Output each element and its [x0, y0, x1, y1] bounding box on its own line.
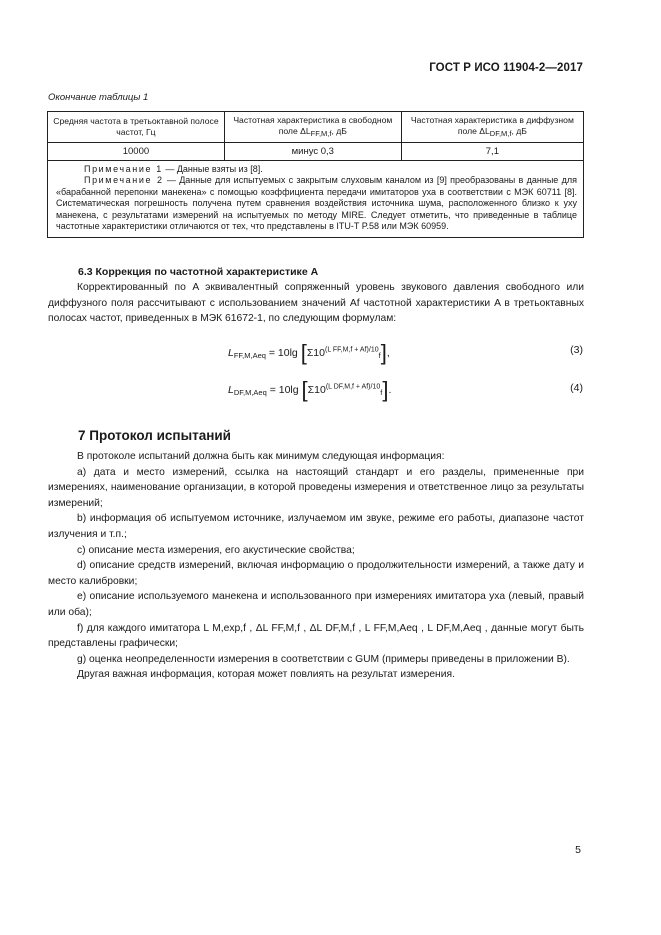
list-item: a) дата и место измерений, ссылка на настоящий стандарт и его разделы, примененные при измерениях, наименование организации, в которой проведены измерения и ответственное лицо за результаты измерений; — [48, 466, 584, 509]
equation-3-number: (3) — [570, 344, 583, 356]
col-header-frequency: Средняя частота в третьоктавной полосе частот, Гц — [48, 112, 225, 143]
table-caption: Окончание таблицы 1 — [48, 92, 149, 103]
list-item: e) описание используемого манекена и использованного при измерениях имитатора уха (левый, правый или оба); — [48, 591, 584, 618]
col-header-diffuse-field: Частотная характеристика в диффузном поле $\Delta L_{DF,M,f}$, дБ — [401, 112, 583, 143]
list-item: b) информация об испытуемом источнике, излучаемом им звуке, режиме его работы, диапазоне частот излучения и т.п.; — [48, 513, 584, 540]
frequency-response-table — [47, 111, 584, 238]
equation-4: $L_{DF,M,Aeq} = 10\lg$ $[\Sigma 10^{(L DF,M,f + Af)/10}_f]$. — [228, 377, 392, 402]
table-notes — [48, 161, 584, 238]
document-header: ГОСТ Р ИСО 11904-2—2017 — [429, 62, 583, 74]
equation-4-number: (4) — [570, 382, 583, 394]
cell-free-field: минус 0,3 — [224, 143, 401, 161]
section-7-intro: В протоколе испытаний должна быть как минимум следующая информация: — [77, 451, 445, 462]
list-item: g) оценка неопределенности измерения в соответствии с GUM (примеры приведены в приложении B). — [77, 653, 570, 665]
table-row — [48, 143, 584, 161]
note-2: Примечание 2 — Данные для испытуемых с закрытым слуховым каналом из [9] преобразованы в данные для «барабанной перепонки манекена» с помощью коэффициента передачи имитаторов уха в соответствии с МЭК 60711 [8]. Систематическая погрешность получена путем сравнения воздействия источника шума, расположенного близко к уху манекена, с результатами измерений на испытуемых по методу MIRE. Следует отметить, что приведенные в таблице частотные характеристики отличаются от тех, что представлены в ITU-T P.58 или МЭК 60959. — [56, 175, 577, 232]
col-header-free-field: Частотная характеристика в свободном поле $\Delta L_{FF,M,f}$, дБ — [224, 112, 401, 143]
section-6-3-paragraph: Корректированный по A эквивалентный сопряженный уровень звукового давления свободного или диффузного поля рассчитывают с использованием значений Af частотной характеристики A в третьоктавных полосах частот, приведенных в МЭК 61672-1, по следующим формулам: — [48, 282, 584, 325]
section-7-title: 7 Протокол испытаний — [78, 428, 231, 443]
cell-diffuse-field: 7,1 — [401, 143, 583, 161]
section-6-3-title: 6.3 Коррекция по частотной характеристике A — [78, 266, 319, 278]
note-1: Примечание 1 — Данные взяты из [8]. — [84, 164, 263, 174]
cell-frequency: 10000 — [48, 143, 225, 161]
page-number: 5 — [575, 844, 581, 856]
section-7-body — [48, 449, 584, 683]
equation-3: $L_{FF,M,Aeq} = 10\lg$ $[\Sigma 10^{(L FF,M,f + Af)/10}_f]$, — [228, 340, 390, 365]
list-item: d) описание средств измерений, включая информацию о продолжительности измерений, а также дату и место калибровки; — [48, 560, 584, 587]
list-item: f) для каждого имитатора L M,exp,f , ΔL FF,M,f , ΔL DF,M,f , L FF,M,Aeq , L DF,M,Aeq , данные могут быть представлены графически; — [48, 622, 584, 650]
section-7-closing: Другая важная информация, которая может повлиять на результат измерения. — [77, 669, 455, 681]
list-item: c) описание места измерения, его акустические свойства; — [77, 544, 355, 556]
